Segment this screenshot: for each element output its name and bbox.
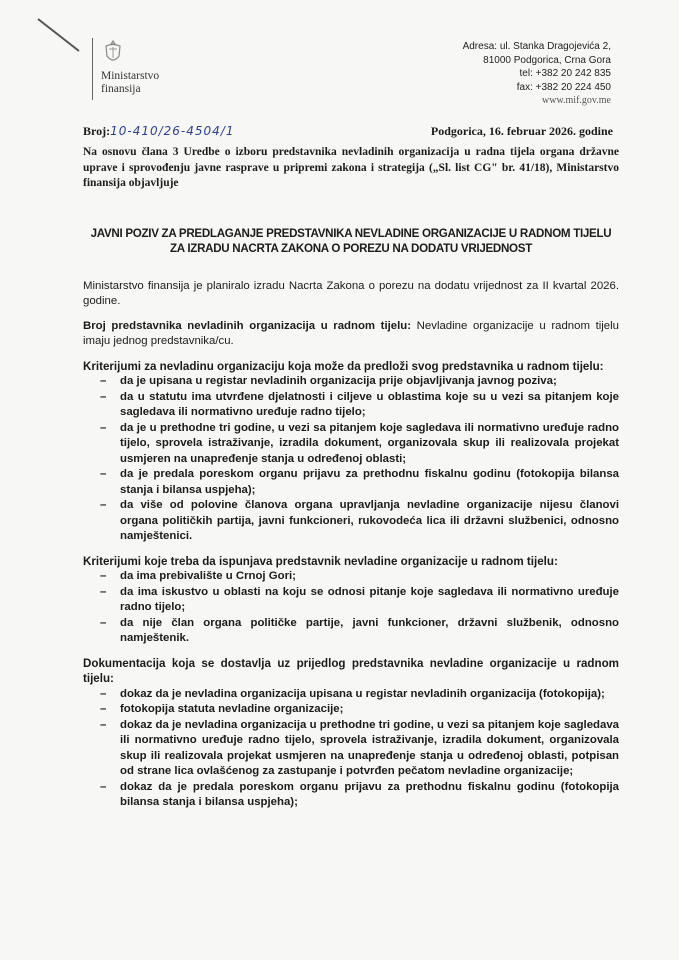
bullet-dash: –	[100, 570, 107, 582]
section-heading: Dokumentacija koja se dostavlja uz prijedlog predstavnika nevladine organizacije u radnom tijelu:	[83, 656, 619, 685]
list-item-text: dokaz da je nevladina organizacija upisana u registar nevladinih organizacija (fotokopija);	[120, 687, 605, 700]
list-item	[83, 687, 619, 703]
section-representative-criteria	[83, 554, 619, 647]
fax: fax: +382 20 224 450	[516, 81, 611, 93]
list-item	[83, 702, 619, 718]
bullet-dash: –	[100, 468, 107, 480]
list-item-text: fotokopija statuta nevladine organizacije;	[120, 703, 344, 715]
list-item	[83, 780, 619, 811]
address-line: Adresa: ul. Stanka Dragojevića 2,	[462, 41, 611, 52]
representatives-paragraph	[83, 319, 619, 350]
handwritten-number: 10-410/26-4504/1	[110, 124, 235, 138]
list-item-text: da ima prebivalište u Crnoj Gori;	[120, 570, 296, 582]
list-item	[83, 569, 619, 585]
list-item-text: da više od polovine članova organa upravljanja nevladine organizacije nijesu članovi organa političkih partija, javni funkcioneri, rukovodeća lica ili državni službenici, odnosno namještenici.	[120, 499, 619, 542]
list-item	[83, 585, 619, 616]
section-documentation	[83, 656, 619, 811]
list-item	[83, 390, 619, 421]
section-heading: Kriterijumi za nevladinu organizaciju koja može da predloži svog predstavnika u radnom tijelu:	[83, 359, 604, 373]
representatives-label: Broj predstavnika nevladinih organizacija u radnom tijelu:	[83, 319, 412, 332]
bullet-dash: –	[100, 780, 107, 793]
coat-of-arms-icon	[102, 40, 124, 66]
list-item-text: dokaz da je predala poreskom organu prijavu za prethodnu fiskalnu godinu (fotokopija bilansa stanja i bilansa uspjeha);	[120, 780, 619, 808]
list-item-text: da nije član organa političke partije, javni funkcioner, državni službenik, odnosno namještenik.	[120, 616, 619, 644]
planning-paragraph: Ministarstvo finansija je planiralo izradu Nacrta Zakona o porezu na dodatu vrijednost za II kvartal 2026. godine.	[83, 279, 619, 307]
list-item-text: dokaz da je nevladina organizacija u prethodne tri godine, u vezi sa pitanjem koje sagledava ili normativno uređuje radno tijelo, sprovela istraživanje, izradila dokument, organizovala skup ili realizovala projekat usmjeren na unapređenje stanja u određenoj oblasti, potpisan od strane lica ovlašćenog za zastupanje i potvrđen pečatom nevladine organizacije;	[120, 718, 619, 777]
bullet-dash: –	[100, 499, 107, 511]
list-item	[83, 374, 619, 390]
reference-number	[83, 124, 234, 139]
document-body	[83, 145, 619, 841]
bullet-dash: –	[100, 390, 107, 403]
bullet-dash: –	[100, 421, 107, 434]
bullet-dash: –	[100, 585, 107, 598]
list-item	[83, 718, 619, 780]
list-item	[83, 467, 619, 498]
bullet-dash: –	[100, 703, 107, 715]
contact-address	[463, 40, 611, 108]
address-line: 81000 Podgorica, Crna Gora	[483, 54, 611, 66]
ministry-line-2: finansija	[101, 83, 141, 95]
reference-label: Broj:	[83, 124, 111, 138]
document-title	[83, 226, 619, 257]
title-line-2: ZA IZRADU NACRTA ZAKONA O POREZU NA DODATU VRIJEDNOST	[170, 242, 532, 255]
title-line-1: JAVNI POZIV ZA PREDLAGANJE PREDSTAVNIKA NEVLADINE ORGANIZACIJE U RADNOM TIJELU	[90, 226, 612, 240]
section-heading: Kriterijumi koje treba da ispunjava predstavnik nevladine organizacije u radnom tijelu:	[83, 554, 558, 568]
bullet-dash: –	[100, 616, 107, 629]
list-item-text: da je predala poreskom organu prijavu za prethodnu fiskalnu godinu (fotokopija bilansa stanja i bilansa uspjeha);	[120, 468, 619, 496]
representatives-text: Nevladine organizacije u radnom tijelu imaju jednog predstavnika/cu.	[83, 319, 619, 347]
list-item-text: da u statutu ima utvrđene djelatnosti i ciljeve u oblastima koje su u vezi sa pitanjem koje sagledava ili normativno uređuje radno tijelo;	[120, 390, 619, 418]
phone: tel: +382 20 242 835	[519, 68, 611, 79]
pen-mark	[37, 18, 79, 52]
website: www.mif.gov.me	[542, 95, 611, 106]
bullet-dash: –	[100, 687, 107, 700]
bullet-dash: –	[100, 718, 107, 731]
intro-paragraph: Na osnovu člana 3 Uredbe o izboru predstavnika nevladinih organizacija u radna tijela organa državne uprave i sprovođenju javne rasprave u pripremi zakona i strategija („Sl. list CG" br. 41/18), Ministarstvo finansija objavljuje	[83, 146, 619, 189]
list-item-text: da je upisana u registar nevladinih organizacija prije objavljivanja javnog poziva;	[120, 375, 557, 387]
list-item-text: da ima iskustvo u oblasti na koju se odnosi pitanje koje sagledava ili normativno uređuje radno tijelo;	[120, 585, 619, 613]
document-date: Podgorica, 16. februar 2026. godine	[430, 124, 613, 138]
letterhead-divider	[92, 38, 93, 100]
list-item-text: da je u prethodne tri godine, u vezi sa pitanjem koje sagledava ili normativno uređuje radno tijelo, sprovela istraživanje, izradila dokument, organizovala skup ili realizovala projekat usmjeren na unapređenje stanja u određenoj oblasti;	[120, 421, 619, 465]
list-item	[83, 498, 619, 545]
ministry-name	[101, 70, 159, 96]
section-ngo-criteria	[83, 359, 619, 545]
list-item	[83, 616, 619, 647]
bullet-dash: –	[100, 375, 107, 387]
list-item	[83, 421, 619, 468]
ministry-line-1: Ministarstvo	[101, 70, 160, 82]
